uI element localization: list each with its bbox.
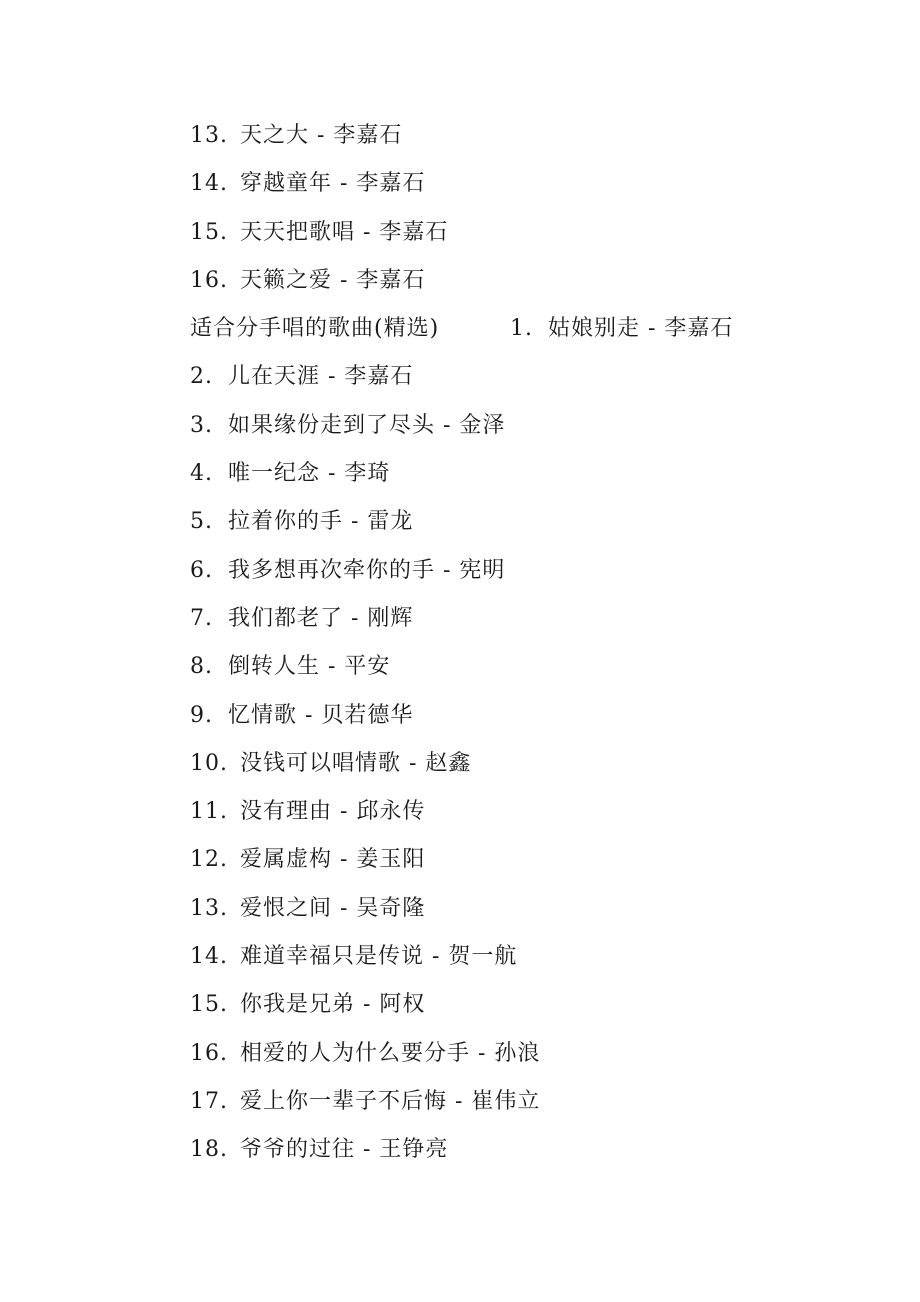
section-heading: 适合分手唱的歌曲(精选)	[190, 316, 440, 342]
list-item	[190, 885, 830, 933]
list-item	[190, 1030, 830, 1078]
item-number: 12.	[190, 847, 228, 873]
item-number: 14.	[190, 944, 228, 970]
item-text: 我们都老了 - 刚辉	[228, 605, 414, 631]
list-item	[190, 788, 830, 836]
item-text: 爱属虚构 - 姜玉阳	[240, 847, 426, 873]
item-number: 14.	[190, 171, 228, 197]
item-text: 天籁之爱 - 李嘉石	[240, 267, 426, 293]
item-text: 如果缘份走到了尽头 - 金泽	[228, 412, 506, 438]
list-item	[190, 1078, 830, 1126]
item-text: 天天把歌唱 - 李嘉石	[240, 219, 449, 245]
list-item	[190, 836, 830, 884]
list-item	[190, 498, 830, 546]
list-item	[190, 353, 830, 401]
item-text: 没钱可以唱情歌 - 赵鑫	[240, 750, 472, 776]
item-number: 11.	[190, 799, 228, 825]
song-list	[190, 112, 830, 1175]
list-item	[190, 402, 830, 450]
item-number: 17.	[190, 1088, 228, 1114]
item-number: 15.	[190, 219, 228, 245]
item-text: 爱恨之间 - 吴奇隆	[240, 895, 426, 921]
item-number: 15.	[190, 992, 228, 1018]
item-text: 天之大 - 李嘉石	[240, 123, 403, 148]
item-number: 6.	[190, 557, 213, 583]
item-text: 倒转人生 - 平安	[228, 654, 391, 680]
item-number: 9.	[190, 702, 213, 728]
item-number: 16.	[190, 1040, 228, 1066]
item-text: 忆情歌 - 贝若德华	[228, 702, 414, 728]
item-number: 7.	[190, 605, 213, 631]
item-text: 爱上你一辈子不后悔 - 崔伟立	[240, 1088, 541, 1114]
list-item	[190, 981, 830, 1029]
item-text: 爷爷的过往 - 王铮亮	[240, 1137, 449, 1163]
item-text: 唯一纪念 - 李琦	[228, 461, 391, 487]
item-number: 4.	[190, 461, 213, 487]
list-item	[190, 209, 830, 257]
list-item	[190, 692, 830, 740]
item-number: 18.	[190, 1137, 228, 1163]
item-text: 你我是兄弟 - 阿权	[240, 992, 426, 1018]
list-item	[190, 257, 830, 305]
list-item	[190, 547, 830, 595]
item-number: 5.	[190, 509, 213, 535]
item-number: 10.	[190, 750, 228, 776]
list-item	[190, 595, 830, 643]
item-text: 我多想再次牵你的手 - 宪明	[228, 557, 506, 583]
item-number: 2.	[190, 364, 213, 390]
item-text: 姑娘别走 - 李嘉石	[548, 316, 734, 342]
item-text: 没有理由 - 邱永传	[240, 799, 426, 825]
item-text: 儿在天涯 - 李嘉石	[228, 364, 414, 390]
item-number: 13.	[190, 123, 228, 148]
item-text: 拉着你的手 - 雷龙	[228, 509, 414, 535]
list-item	[190, 933, 830, 981]
item-number: 8.	[190, 654, 213, 680]
item-number: 3.	[190, 412, 213, 438]
item-text: 相爱的人为什么要分手 - 孙浪	[240, 1040, 541, 1066]
item-text: 穿越童年 - 李嘉石	[240, 171, 426, 197]
list-item	[190, 112, 830, 160]
section-heading-row	[190, 305, 830, 353]
item-number: 13.	[190, 895, 228, 921]
item-number: 1.	[510, 316, 533, 342]
list-item	[190, 740, 830, 788]
list-item	[190, 1126, 830, 1174]
list-item	[190, 160, 830, 208]
list-item	[190, 450, 830, 498]
list-item	[190, 643, 830, 691]
item-text: 难道幸福只是传说 - 贺一航	[240, 944, 518, 970]
item-number: 16.	[190, 267, 228, 293]
